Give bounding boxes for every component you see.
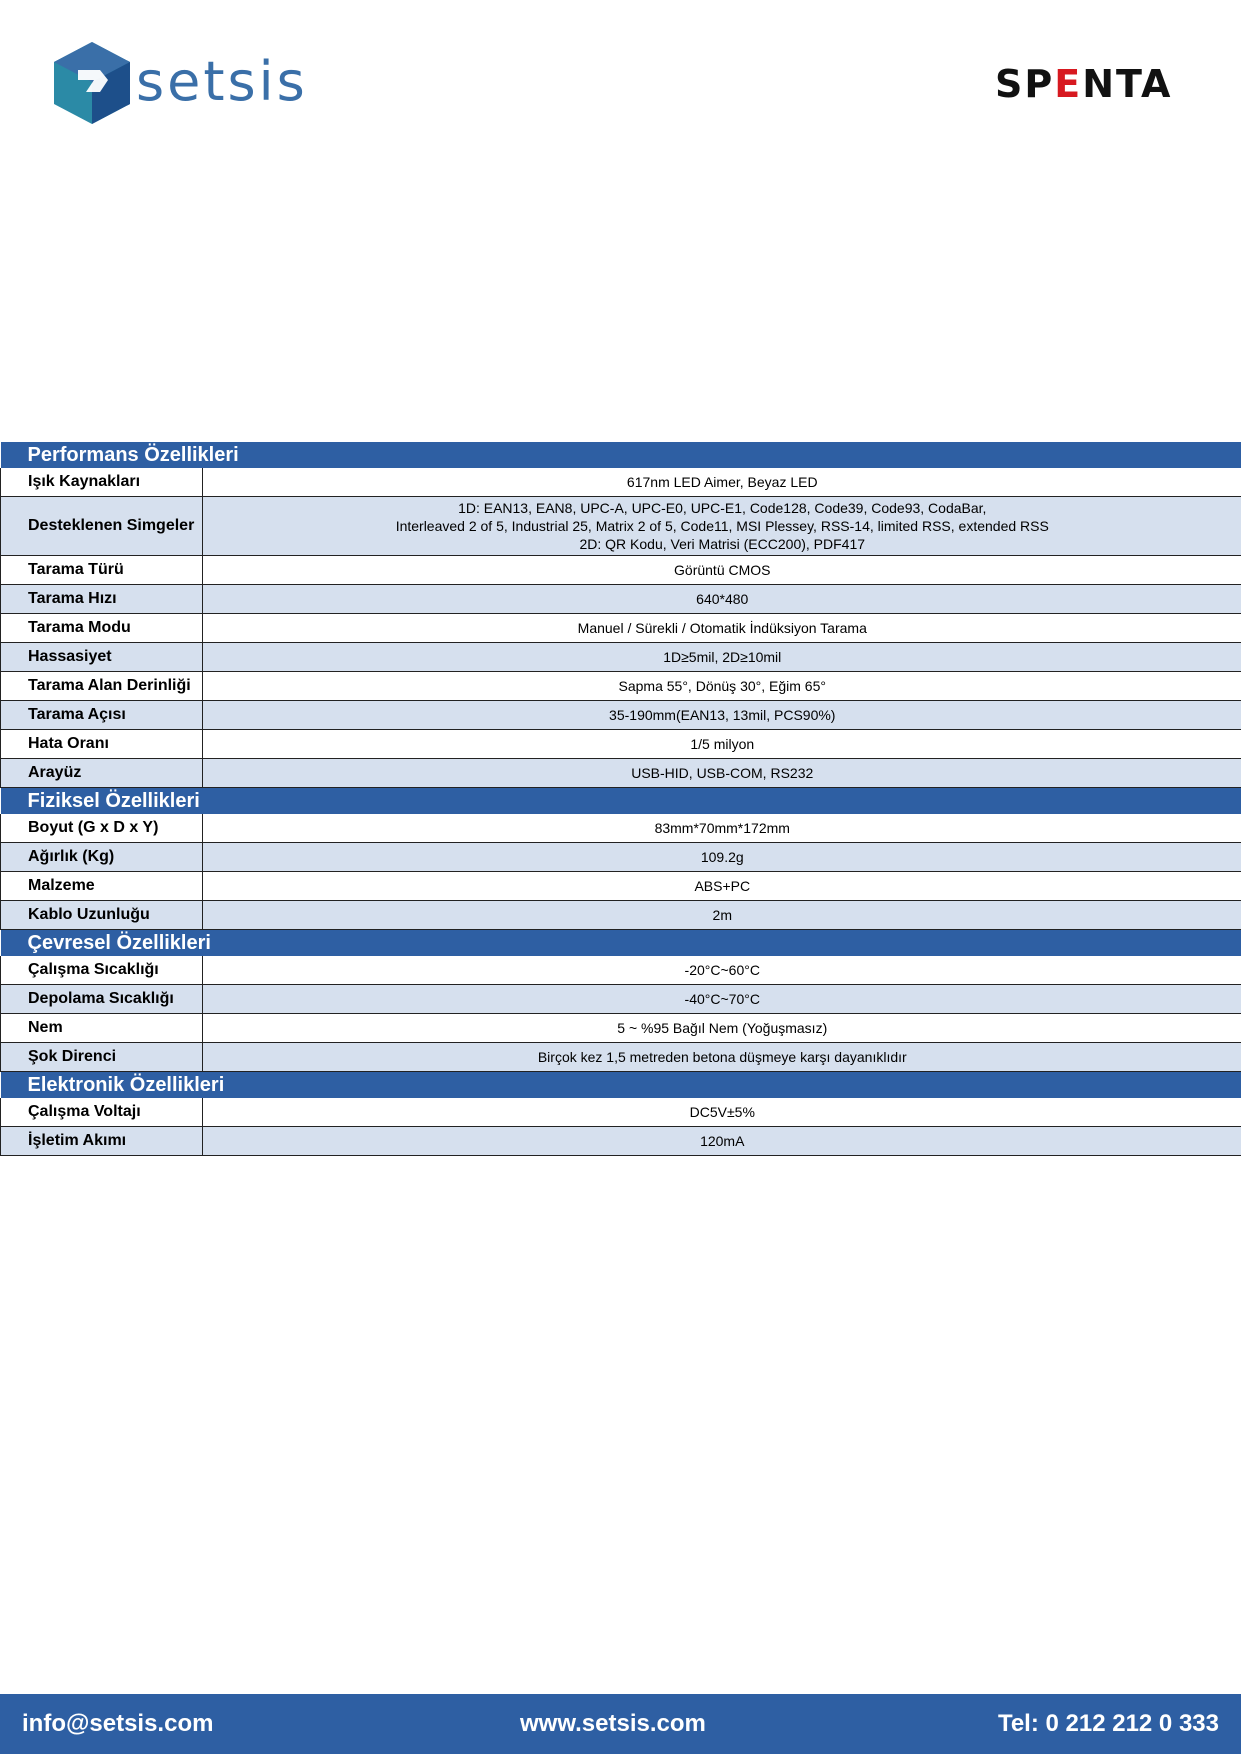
spec-row [1,1098,1241,1127]
section-header [1,1072,1241,1099]
section-header [1,442,1241,468]
spec-value: Birçok kez 1,5 metreden betona düşmeye karşı dayanıklıdır [203,1043,1241,1072]
spec-value: -20°C~60°C [203,956,1241,985]
section-title: Elektronik Özellikleri [1,1072,1241,1099]
spec-label: Tarama Hızı [1,585,203,614]
spec-row [1,1127,1241,1156]
setsis-cube-icon [50,40,134,126]
spec-row [1,701,1241,730]
spec-label: Hata Oranı [1,730,203,759]
spec-row [1,672,1241,701]
spec-label: Tarama Alan Derinliği [1,672,203,701]
section-title: Çevresel Özellikleri [1,930,1241,957]
spec-row [1,468,1241,497]
spec-label: İşletim Akımı [1,1127,203,1156]
spec-label: Nem [1,1014,203,1043]
spec-label: Işık Kaynakları [1,468,203,497]
spec-value: DC5V±5% [203,1098,1241,1127]
spec-label: Çalışma Voltajı [1,1098,203,1127]
spec-label: Tarama Açısı [1,701,203,730]
spec-row [1,614,1241,643]
spec-label: Tarama Modu [1,614,203,643]
spec-value-line: 2D: QR Kodu, Veri Matrisi (ECC200), PDF417 [579,536,866,552]
spec-table [0,442,1241,1156]
spec-value: 5 ~ %95 Bağıl Nem (Yoğuşmasız) [203,1014,1241,1043]
spec-label: Tarama Türü [1,556,203,585]
spec-value: 35-190mm(EAN13, 13mil, PCS90%) [203,701,1241,730]
spec-value: 640*480 [203,585,1241,614]
spec-value: -40°C~70°C [203,985,1241,1014]
spec-label: Hassasiyet [1,643,203,672]
spec-label: Kablo Uzunluğu [1,901,203,930]
section-header [1,930,1241,957]
spec-row [1,1014,1241,1043]
spec-value: 120mA [203,1127,1241,1156]
spec-value: 617nm LED Aimer, Beyaz LED [203,468,1241,497]
spec-row [1,956,1241,985]
spec-value: 2m [203,901,1241,930]
spec-label: Arayüz [1,759,203,788]
spenta-logo: SPENTA [995,62,1173,106]
spec-row [1,585,1241,614]
section-title: Performans Özellikleri [1,442,1241,468]
spec-row [1,1043,1241,1072]
spec-label: Desteklenen Simgeler [1,497,203,556]
spec-row [1,814,1241,843]
footer-bar [0,1694,1241,1754]
setsis-logo [50,40,330,130]
spec-value: 1D≥5mil, 2D≥10mil [203,643,1241,672]
spec-label: Şok Direnci [1,1043,203,1072]
spec-value: USB-HID, USB-COM, RS232 [203,759,1241,788]
spec-row [1,843,1241,872]
setsis-wordmark: setsis [136,50,308,113]
spec-row [1,759,1241,788]
spec-row [1,985,1241,1014]
spec-row [1,556,1241,585]
spec-value: 1/5 milyon [203,730,1241,759]
section-title: Fiziksel Özellikleri [1,788,1241,815]
spec-value: Görüntü CMOS [203,556,1241,585]
spec-row [1,643,1241,672]
spec-value [203,497,1241,556]
spec-value: Manuel / Sürekli / Otomatik İndüksiyon Tarama [203,614,1241,643]
spec-label: Malzeme [1,872,203,901]
spec-label: Ağırlık (Kg) [1,843,203,872]
spec-row [1,901,1241,930]
spec-row [1,497,1241,556]
spec-label: Çalışma Sıcaklığı [1,956,203,985]
spec-label: Boyut (G x D x Y) [1,814,203,843]
spec-value: ABS+PC [203,872,1241,901]
section-header [1,788,1241,815]
spec-value: 83mm*70mm*172mm [203,814,1241,843]
spec-label: Depolama Sıcaklığı [1,985,203,1014]
spec-value-line: Interleaved 2 of 5, Industrial 25, Matrix 2 of 5, Code11, MSI Plessey, RSS-14, limited RSS, extended RSS [395,518,1049,534]
spec-value: Sapma 55°, Dönüş 30°, Eğim 65° [203,672,1241,701]
spec-row [1,872,1241,901]
spec-row [1,730,1241,759]
footer-email[interactable]: info@setsis.com [22,1710,214,1737]
spec-value: 109.2g [203,843,1241,872]
footer-website[interactable]: www.setsis.com [520,1710,706,1737]
spec-value-line: 1D: EAN13, EAN8, UPC-A, UPC-E0, UPC-E1, Code128, Code39, Code93, CodaBar, [458,500,987,516]
footer-phone: Tel: 0 212 212 0 333 [997,1710,1219,1737]
